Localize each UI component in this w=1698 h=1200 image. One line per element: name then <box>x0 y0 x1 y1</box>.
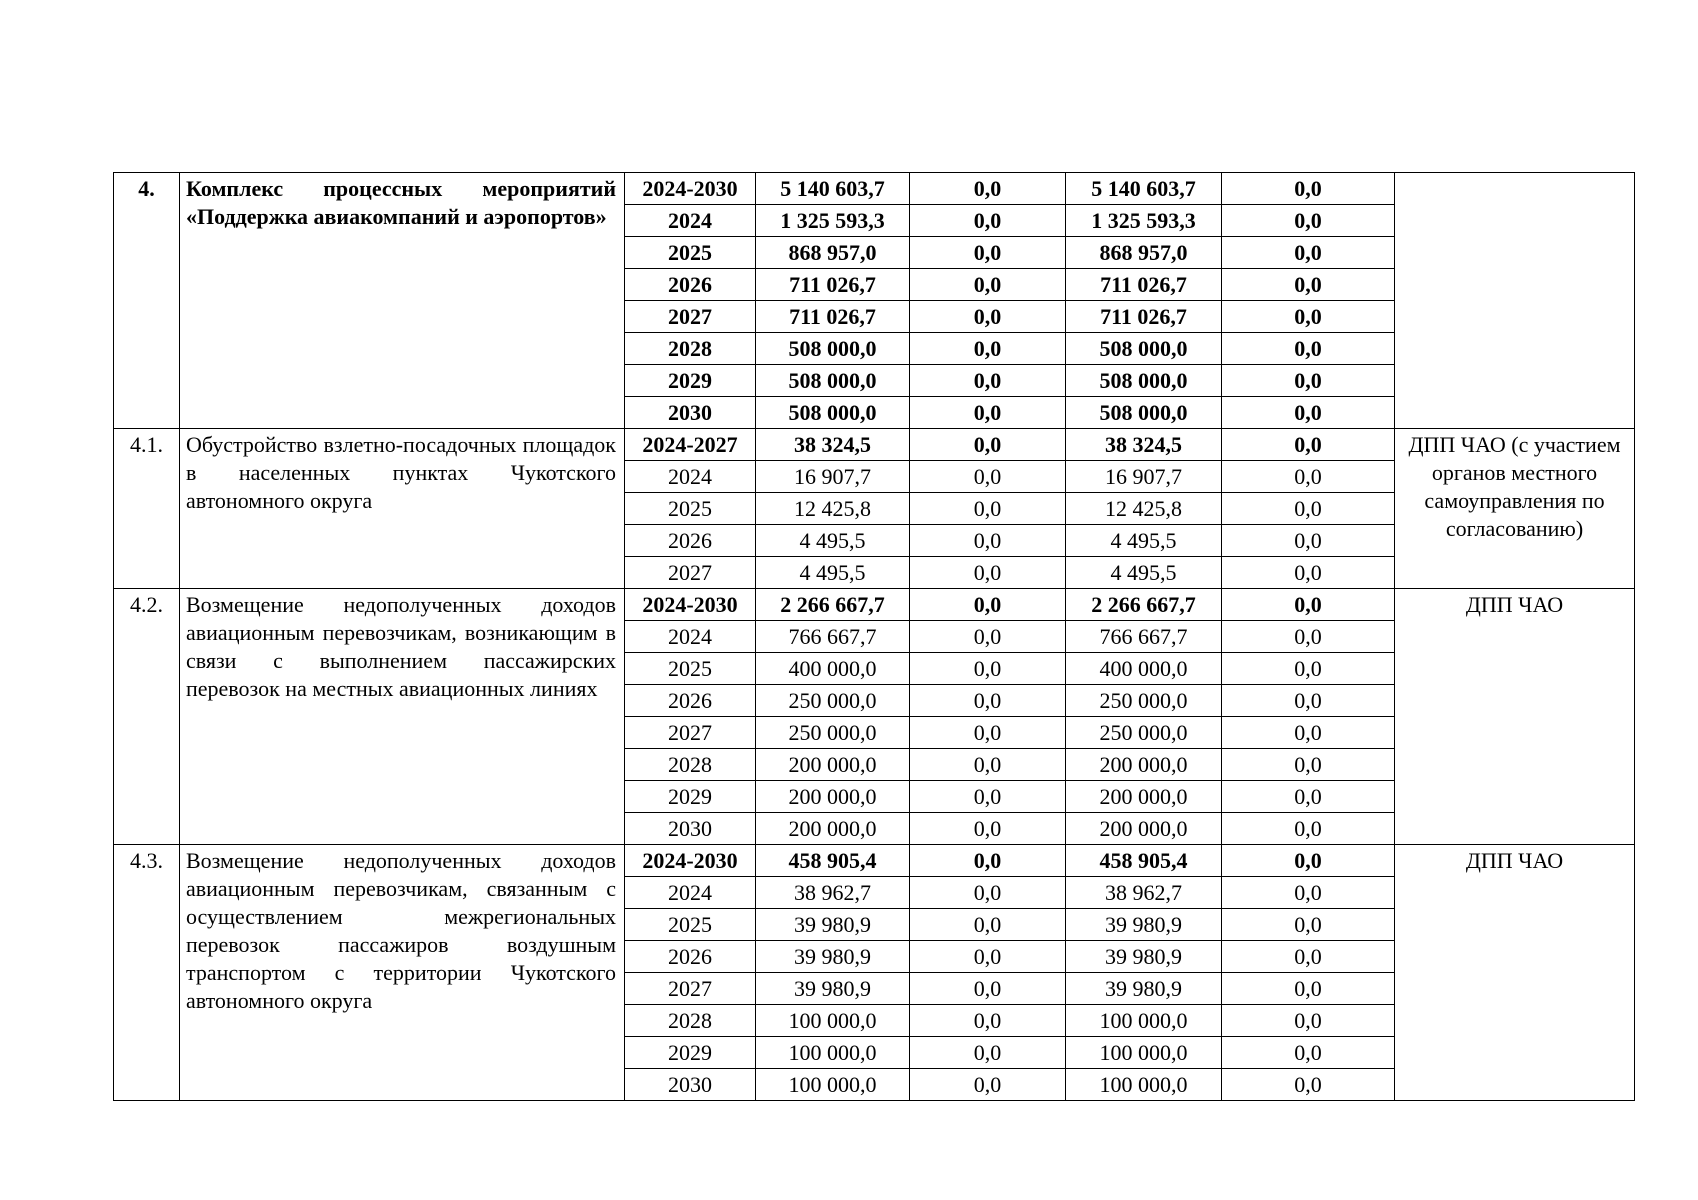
period-cell: 2030 <box>625 813 756 845</box>
federal-budget-cell: 0,0 <box>910 685 1066 717</box>
federal-budget-cell: 0,0 <box>910 269 1066 301</box>
period-cell: 2024-2030 <box>625 589 756 621</box>
federal-budget-cell: 0,0 <box>910 1069 1066 1101</box>
period-cell: 2024-2027 <box>625 429 756 461</box>
other-sources-cell: 0,0 <box>1222 365 1395 397</box>
total-cell: 5 140 603,7 <box>756 173 910 205</box>
regional-budget-cell: 39 980,9 <box>1066 941 1222 973</box>
regional-budget-cell: 200 000,0 <box>1066 813 1222 845</box>
total-cell: 39 980,9 <box>756 941 910 973</box>
regional-budget-cell: 766 667,7 <box>1066 621 1222 653</box>
other-sources-cell: 0,0 <box>1222 173 1395 205</box>
total-cell: 16 907,7 <box>756 461 910 493</box>
total-cell: 458 905,4 <box>756 845 910 877</box>
period-cell: 2026 <box>625 269 756 301</box>
other-sources-cell: 0,0 <box>1222 749 1395 781</box>
federal-budget-cell: 0,0 <box>910 173 1066 205</box>
period-cell: 2030 <box>625 1069 756 1101</box>
total-cell: 100 000,0 <box>756 1037 910 1069</box>
federal-budget-cell: 0,0 <box>910 653 1066 685</box>
period-cell: 2024 <box>625 621 756 653</box>
period-cell: 2027 <box>625 557 756 589</box>
other-sources-cell: 0,0 <box>1222 653 1395 685</box>
regional-budget-cell: 400 000,0 <box>1066 653 1222 685</box>
other-sources-cell: 0,0 <box>1222 269 1395 301</box>
regional-budget-cell: 38 962,7 <box>1066 877 1222 909</box>
federal-budget-cell: 0,0 <box>910 557 1066 589</box>
regional-budget-cell: 2 266 667,7 <box>1066 589 1222 621</box>
regional-budget-cell: 508 000,0 <box>1066 397 1222 429</box>
other-sources-cell: 0,0 <box>1222 973 1395 1005</box>
section-number: 4.1. <box>114 429 180 589</box>
section-number: 4.3. <box>114 845 180 1101</box>
total-cell: 200 000,0 <box>756 813 910 845</box>
regional-budget-cell: 458 905,4 <box>1066 845 1222 877</box>
other-sources-cell: 0,0 <box>1222 397 1395 429</box>
section-name: Возмещение недополученных доходов авиационным перевозчикам, связанным с осуществлением межрегиональных перевозок пассажиров воздушным транспортом с территории Чукотского автономного округа <box>180 845 625 1101</box>
period-cell: 2026 <box>625 525 756 557</box>
other-sources-cell: 0,0 <box>1222 941 1395 973</box>
federal-budget-cell: 0,0 <box>910 813 1066 845</box>
total-cell: 508 000,0 <box>756 333 910 365</box>
federal-budget-cell: 0,0 <box>910 877 1066 909</box>
table-row <box>114 589 1635 621</box>
federal-budget-cell: 0,0 <box>910 781 1066 813</box>
federal-budget-cell: 0,0 <box>910 429 1066 461</box>
regional-budget-cell: 508 000,0 <box>1066 333 1222 365</box>
other-sources-cell: 0,0 <box>1222 237 1395 269</box>
federal-budget-cell: 0,0 <box>910 301 1066 333</box>
federal-budget-cell: 0,0 <box>910 845 1066 877</box>
period-cell: 2025 <box>625 653 756 685</box>
section-name: Обустройство взлетно-посадочных площадок в населенных пунктах Чукотского автономного округа <box>180 429 625 589</box>
period-cell: 2028 <box>625 1005 756 1037</box>
regional-budget-cell: 4 495,5 <box>1066 557 1222 589</box>
period-cell: 2024 <box>625 205 756 237</box>
total-cell: 100 000,0 <box>756 1005 910 1037</box>
other-sources-cell: 0,0 <box>1222 1037 1395 1069</box>
period-cell: 2025 <box>625 909 756 941</box>
total-cell: 4 495,5 <box>756 557 910 589</box>
regional-budget-cell: 868 957,0 <box>1066 237 1222 269</box>
regional-budget-cell: 38 324,5 <box>1066 429 1222 461</box>
total-cell: 868 957,0 <box>756 237 910 269</box>
regional-budget-cell: 711 026,7 <box>1066 301 1222 333</box>
federal-budget-cell: 0,0 <box>910 1037 1066 1069</box>
federal-budget-cell: 0,0 <box>910 909 1066 941</box>
other-sources-cell: 0,0 <box>1222 205 1395 237</box>
section-name: Комплекс процессных мероприятий «Поддержка авиакомпаний и аэропортов» <box>180 173 625 429</box>
other-sources-cell: 0,0 <box>1222 493 1395 525</box>
other-sources-cell: 0,0 <box>1222 813 1395 845</box>
period-cell: 2024 <box>625 461 756 493</box>
other-sources-cell: 0,0 <box>1222 717 1395 749</box>
total-cell: 508 000,0 <box>756 365 910 397</box>
federal-budget-cell: 0,0 <box>910 493 1066 525</box>
other-sources-cell: 0,0 <box>1222 557 1395 589</box>
federal-budget-cell: 0,0 <box>910 941 1066 973</box>
other-sources-cell: 0,0 <box>1222 877 1395 909</box>
regional-budget-cell: 200 000,0 <box>1066 749 1222 781</box>
period-cell: 2025 <box>625 237 756 269</box>
other-sources-cell: 0,0 <box>1222 1005 1395 1037</box>
federal-budget-cell: 0,0 <box>910 397 1066 429</box>
total-cell: 250 000,0 <box>756 717 910 749</box>
period-cell: 2026 <box>625 685 756 717</box>
period-cell: 2027 <box>625 973 756 1005</box>
period-cell: 2029 <box>625 365 756 397</box>
table-row <box>114 429 1635 461</box>
executor-cell: ДПП ЧАО <box>1395 845 1635 1101</box>
period-cell: 2030 <box>625 397 756 429</box>
total-cell: 200 000,0 <box>756 749 910 781</box>
period-cell: 2027 <box>625 301 756 333</box>
total-cell: 2 266 667,7 <box>756 589 910 621</box>
executor-cell: ДПП ЧАО (с участием органов местного самоуправления по согласованию) <box>1395 429 1635 589</box>
federal-budget-cell: 0,0 <box>910 589 1066 621</box>
other-sources-cell: 0,0 <box>1222 589 1395 621</box>
regional-budget-cell: 4 495,5 <box>1066 525 1222 557</box>
period-cell: 2029 <box>625 1037 756 1069</box>
federal-budget-cell: 0,0 <box>910 333 1066 365</box>
other-sources-cell: 0,0 <box>1222 429 1395 461</box>
total-cell: 4 495,5 <box>756 525 910 557</box>
total-cell: 38 962,7 <box>756 877 910 909</box>
other-sources-cell: 0,0 <box>1222 781 1395 813</box>
total-cell: 39 980,9 <box>756 973 910 1005</box>
total-cell: 400 000,0 <box>756 653 910 685</box>
federal-budget-cell: 0,0 <box>910 973 1066 1005</box>
budget-table <box>113 172 1635 1101</box>
regional-budget-cell: 100 000,0 <box>1066 1037 1222 1069</box>
other-sources-cell: 0,0 <box>1222 1069 1395 1101</box>
total-cell: 12 425,8 <box>756 493 910 525</box>
federal-budget-cell: 0,0 <box>910 525 1066 557</box>
federal-budget-cell: 0,0 <box>910 461 1066 493</box>
period-cell: 2029 <box>625 781 756 813</box>
federal-budget-cell: 0,0 <box>910 1005 1066 1037</box>
total-cell: 39 980,9 <box>756 909 910 941</box>
regional-budget-cell: 508 000,0 <box>1066 365 1222 397</box>
federal-budget-cell: 0,0 <box>910 717 1066 749</box>
regional-budget-cell: 250 000,0 <box>1066 717 1222 749</box>
executor-cell <box>1395 173 1635 429</box>
federal-budget-cell: 0,0 <box>910 621 1066 653</box>
regional-budget-cell: 250 000,0 <box>1066 685 1222 717</box>
period-cell: 2026 <box>625 941 756 973</box>
section-number: 4.2. <box>114 589 180 845</box>
other-sources-cell: 0,0 <box>1222 525 1395 557</box>
regional-budget-cell: 16 907,7 <box>1066 461 1222 493</box>
other-sources-cell: 0,0 <box>1222 909 1395 941</box>
total-cell: 711 026,7 <box>756 269 910 301</box>
total-cell: 200 000,0 <box>756 781 910 813</box>
total-cell: 508 000,0 <box>756 397 910 429</box>
period-cell: 2024-2030 <box>625 173 756 205</box>
period-cell: 2024 <box>625 877 756 909</box>
regional-budget-cell: 711 026,7 <box>1066 269 1222 301</box>
regional-budget-cell: 100 000,0 <box>1066 1069 1222 1101</box>
regional-budget-cell: 39 980,9 <box>1066 909 1222 941</box>
total-cell: 711 026,7 <box>756 301 910 333</box>
total-cell: 100 000,0 <box>756 1069 910 1101</box>
total-cell: 766 667,7 <box>756 621 910 653</box>
period-cell: 2024-2030 <box>625 845 756 877</box>
regional-budget-cell: 200 000,0 <box>1066 781 1222 813</box>
executor-cell: ДПП ЧАО <box>1395 589 1635 845</box>
other-sources-cell: 0,0 <box>1222 845 1395 877</box>
total-cell: 1 325 593,3 <box>756 205 910 237</box>
other-sources-cell: 0,0 <box>1222 685 1395 717</box>
period-cell: 2025 <box>625 493 756 525</box>
regional-budget-cell: 1 325 593,3 <box>1066 205 1222 237</box>
regional-budget-cell: 100 000,0 <box>1066 1005 1222 1037</box>
table-row <box>114 173 1635 205</box>
federal-budget-cell: 0,0 <box>910 205 1066 237</box>
period-cell: 2027 <box>625 717 756 749</box>
section-name: Возмещение недополученных доходов авиационным перевозчикам, возникающим в связи с выполнением пассажирских перевозок на местных авиационных линиях <box>180 589 625 845</box>
total-cell: 38 324,5 <box>756 429 910 461</box>
regional-budget-cell: 39 980,9 <box>1066 973 1222 1005</box>
total-cell: 250 000,0 <box>756 685 910 717</box>
period-cell: 2028 <box>625 333 756 365</box>
other-sources-cell: 0,0 <box>1222 621 1395 653</box>
table-row <box>114 845 1635 877</box>
other-sources-cell: 0,0 <box>1222 301 1395 333</box>
federal-budget-cell: 0,0 <box>910 365 1066 397</box>
other-sources-cell: 0,0 <box>1222 461 1395 493</box>
federal-budget-cell: 0,0 <box>910 749 1066 781</box>
other-sources-cell: 0,0 <box>1222 333 1395 365</box>
period-cell: 2028 <box>625 749 756 781</box>
federal-budget-cell: 0,0 <box>910 237 1066 269</box>
section-number: 4. <box>114 173 180 429</box>
regional-budget-cell: 5 140 603,7 <box>1066 173 1222 205</box>
table-body <box>114 173 1635 1101</box>
regional-budget-cell: 12 425,8 <box>1066 493 1222 525</box>
